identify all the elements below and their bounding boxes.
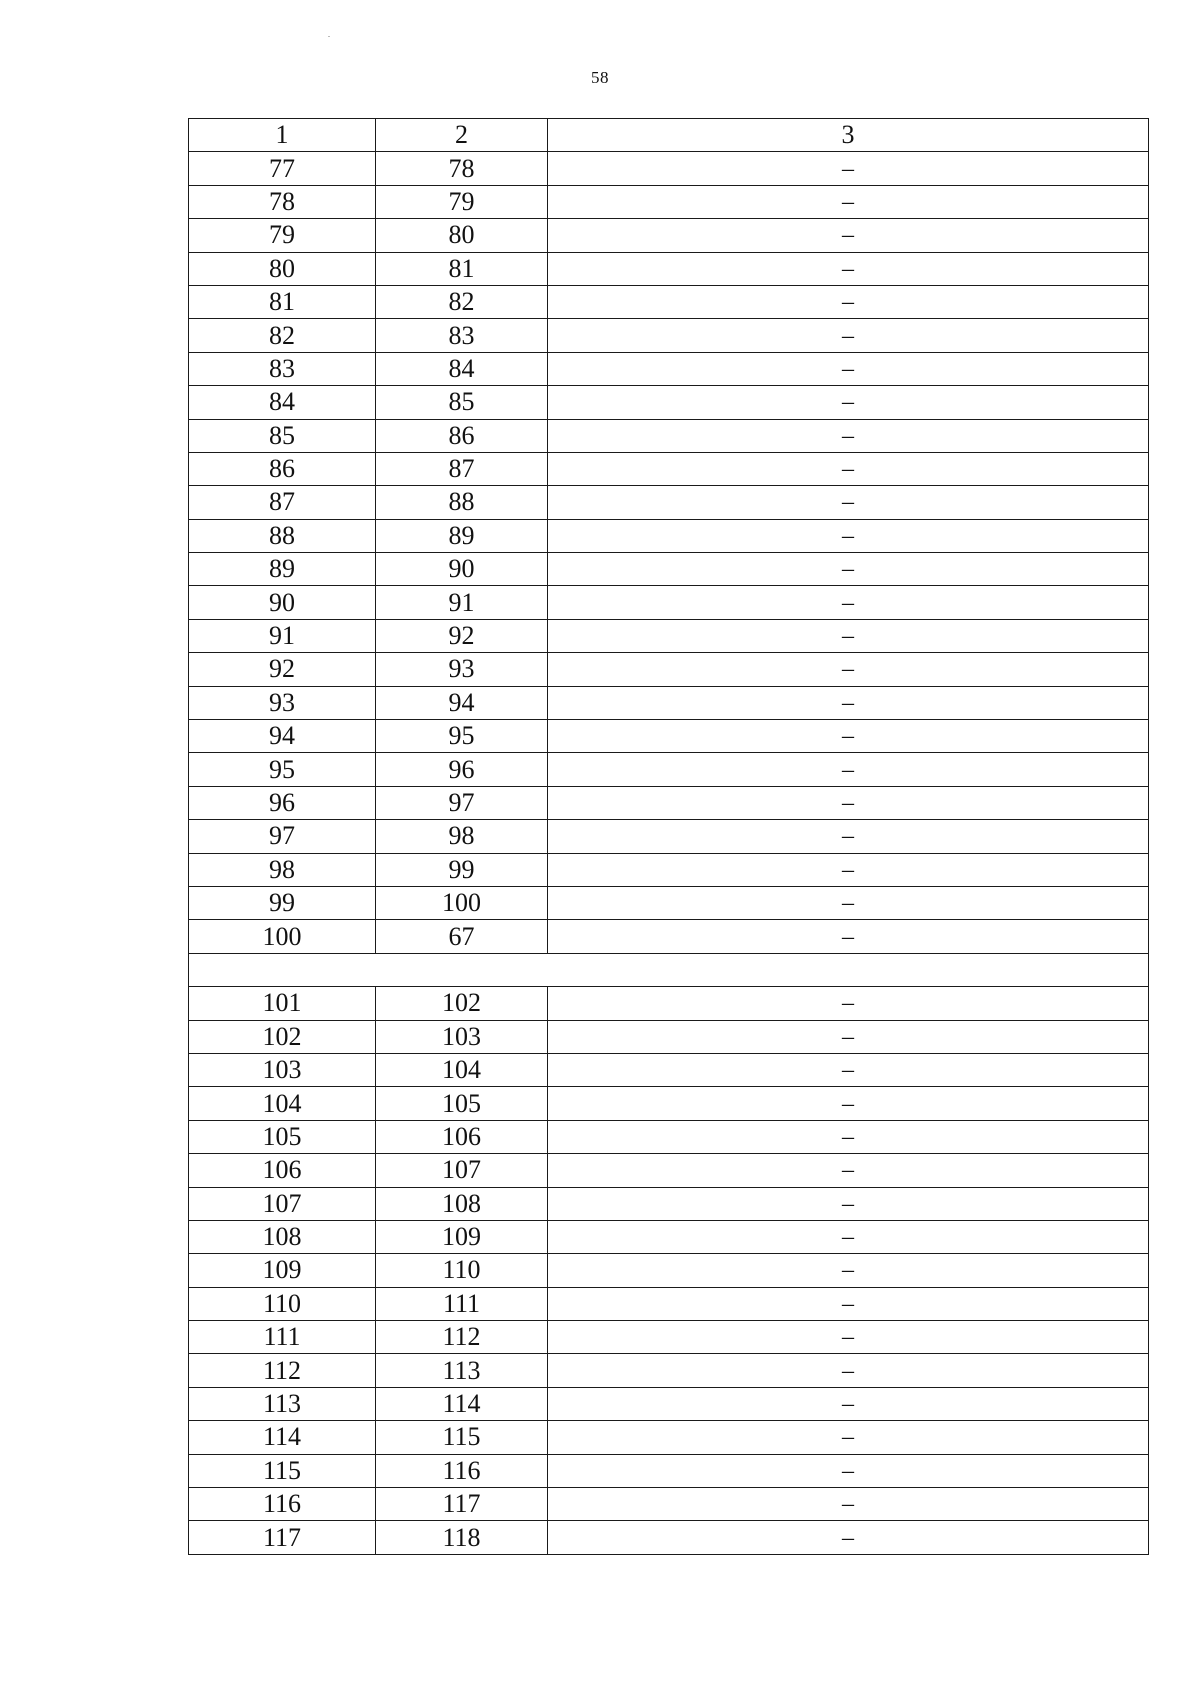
table-cell-col-2: 95	[376, 720, 548, 753]
table-row	[189, 1154, 1149, 1187]
table-cell-dash: –	[548, 987, 1149, 1020]
table-cell-col-2: 84	[376, 352, 548, 385]
table-row	[189, 586, 1149, 619]
table-cell-col-2: 78	[376, 152, 548, 185]
table-cell-dash: –	[548, 1020, 1149, 1053]
page-number: 58	[591, 68, 609, 87]
table-row	[189, 1087, 1149, 1120]
table-cell-dash: –	[548, 386, 1149, 419]
table-row	[189, 1120, 1149, 1153]
table-cell-col-2: 86	[376, 419, 548, 452]
table-row	[189, 653, 1149, 686]
table-cell-col-1: 96	[189, 786, 376, 819]
table-row	[189, 1521, 1149, 1554]
table-cell-col-2: 113	[376, 1354, 548, 1387]
table-row	[189, 553, 1149, 586]
table-cell-col-2: 118	[376, 1521, 548, 1554]
table-row	[189, 1053, 1149, 1086]
table-cell-col-2: 103	[376, 1020, 548, 1053]
table-cell-col-2: 107	[376, 1154, 548, 1187]
table-cell-col-2: 92	[376, 619, 548, 652]
table-cell-col-1: 105	[189, 1120, 376, 1153]
table-cell-col-2: 102	[376, 987, 548, 1020]
table-cell-dash: –	[548, 586, 1149, 619]
table-row	[189, 920, 1149, 953]
table-row	[189, 1220, 1149, 1253]
table-cell-col-1: 117	[189, 1521, 376, 1554]
table-row	[189, 619, 1149, 652]
table-row	[189, 452, 1149, 485]
table-cell-col-2: 85	[376, 386, 548, 419]
table-row	[189, 686, 1149, 719]
table-cell-dash: –	[548, 219, 1149, 252]
table-cell-col-2: 111	[376, 1287, 548, 1320]
table-cell-col-1: 100	[189, 920, 376, 953]
table-row	[189, 786, 1149, 819]
table-cell-dash: –	[548, 920, 1149, 953]
table-cell-col-1: 95	[189, 753, 376, 786]
table-cell-col-1: 90	[189, 586, 376, 619]
header-cell-1: 1	[189, 119, 376, 152]
table-row	[189, 386, 1149, 419]
table-cell-col-1: 102	[189, 1020, 376, 1053]
table-cell-dash: –	[548, 352, 1149, 385]
table-cell-dash: –	[548, 419, 1149, 452]
table-cell-dash: –	[548, 519, 1149, 552]
table-cell-col-1: 80	[189, 252, 376, 285]
table-cell-col-1: 82	[189, 319, 376, 352]
table-cell-dash: –	[548, 1321, 1149, 1354]
table-cell-dash: –	[548, 1287, 1149, 1320]
table-cell-col-2: 98	[376, 820, 548, 853]
table-cell-dash: –	[548, 720, 1149, 753]
table-cell-dash: –	[548, 1220, 1149, 1253]
table-cell-col-2: 93	[376, 653, 548, 686]
table-cell-col-1: 77	[189, 152, 376, 185]
table-cell-dash: –	[548, 653, 1149, 686]
table-cell-dash: –	[548, 686, 1149, 719]
table-cell-col-1: 114	[189, 1421, 376, 1454]
table-row	[189, 352, 1149, 385]
table-cell-dash: –	[548, 753, 1149, 786]
table-cell-col-1: 115	[189, 1454, 376, 1487]
table-cell-col-1: 93	[189, 686, 376, 719]
table-cell-col-1: 101	[189, 987, 376, 1020]
table-row	[189, 1321, 1149, 1354]
table-cell-col-2: 90	[376, 553, 548, 586]
table-cell-col-2: 87	[376, 452, 548, 485]
table-cell-col-2: 83	[376, 319, 548, 352]
table-cell-dash: –	[548, 285, 1149, 318]
table-cell-col-1: 112	[189, 1354, 376, 1387]
table-cell-col-1: 87	[189, 486, 376, 519]
table-row	[189, 1354, 1149, 1387]
table-cell-col-2: 115	[376, 1421, 548, 1454]
table-cell-col-1: 91	[189, 619, 376, 652]
table-cell-dash: –	[548, 185, 1149, 218]
table-row	[189, 486, 1149, 519]
table-cell-dash: –	[548, 886, 1149, 919]
table-cell-col-2: 110	[376, 1254, 548, 1287]
header-row	[189, 119, 1149, 152]
table-cell-dash: –	[548, 1488, 1149, 1521]
table-cell-col-2: 96	[376, 753, 548, 786]
table-row	[189, 753, 1149, 786]
table-row	[189, 1020, 1149, 1053]
table-cell-col-1: 85	[189, 419, 376, 452]
table-row	[189, 185, 1149, 218]
table-cell-dash: –	[548, 252, 1149, 285]
section-break-cell	[189, 953, 1149, 986]
table-row	[189, 419, 1149, 452]
table-cell-col-2: 116	[376, 1454, 548, 1487]
table-cell-dash: –	[548, 1387, 1149, 1420]
table-cell-col-1: 116	[189, 1488, 376, 1521]
table-row	[189, 252, 1149, 285]
table-cell-dash: –	[548, 152, 1149, 185]
table-cell-dash: –	[548, 1053, 1149, 1086]
table-cell-col-1: 94	[189, 720, 376, 753]
table-cell-dash: –	[548, 1254, 1149, 1287]
table-cell-col-1: 97	[189, 820, 376, 853]
table-cell-col-2: 104	[376, 1053, 548, 1086]
table-cell-col-2: 67	[376, 920, 548, 953]
table-cell-dash: –	[548, 1087, 1149, 1120]
table-cell-col-1: 110	[189, 1287, 376, 1320]
table-cell-dash: –	[548, 319, 1149, 352]
table-row	[189, 853, 1149, 886]
table-cell-col-2: 80	[376, 219, 548, 252]
table-cell-col-1: 84	[189, 386, 376, 419]
table-cell-col-1: 81	[189, 285, 376, 318]
table-row	[189, 1187, 1149, 1220]
table-cell-dash: –	[548, 1454, 1149, 1487]
table-cell-col-1: 109	[189, 1254, 376, 1287]
table-cell-col-1: 106	[189, 1154, 376, 1187]
data-table	[188, 118, 1149, 1555]
table-cell-dash: –	[548, 1187, 1149, 1220]
table-cell-col-1: 98	[189, 853, 376, 886]
table-cell-dash: –	[548, 1120, 1149, 1153]
table-row	[189, 519, 1149, 552]
table-cell-col-2: 117	[376, 1488, 548, 1521]
table-cell-col-2: 91	[376, 586, 548, 619]
table-cell-col-1: 107	[189, 1187, 376, 1220]
table-cell-col-2: 94	[376, 686, 548, 719]
table-body	[189, 119, 1149, 1555]
table-row	[189, 720, 1149, 753]
table-cell-col-1: 92	[189, 653, 376, 686]
table-cell-dash: –	[548, 786, 1149, 819]
table-cell-col-2: 100	[376, 886, 548, 919]
table-cell-col-2: 114	[376, 1387, 548, 1420]
table-cell-col-1: 113	[189, 1387, 376, 1420]
table-cell-col-1: 79	[189, 219, 376, 252]
table-cell-dash: –	[548, 1421, 1149, 1454]
table-cell-col-2: 89	[376, 519, 548, 552]
table-cell-col-1: 104	[189, 1087, 376, 1120]
table-cell-col-2: 79	[376, 185, 548, 218]
table-cell-col-1: 78	[189, 185, 376, 218]
table-cell-dash: –	[548, 553, 1149, 586]
header-cell-3: 3	[548, 119, 1149, 152]
table-cell-col-1: 103	[189, 1053, 376, 1086]
table-cell-col-1: 99	[189, 886, 376, 919]
table-cell-dash: –	[548, 486, 1149, 519]
table-cell-dash: –	[548, 853, 1149, 886]
table-cell-col-2: 109	[376, 1220, 548, 1253]
table-cell-col-1: 83	[189, 352, 376, 385]
table-cell-dash: –	[548, 619, 1149, 652]
table-cell-col-1: 86	[189, 452, 376, 485]
scan-speck	[328, 36, 330, 37]
table-cell-col-1: 89	[189, 553, 376, 586]
section-break-row	[189, 953, 1149, 986]
table-row	[189, 820, 1149, 853]
table-cell-col-2: 108	[376, 1187, 548, 1220]
table-row	[189, 152, 1149, 185]
table-row	[189, 1254, 1149, 1287]
table-cell-col-1: 111	[189, 1321, 376, 1354]
table-row	[189, 1421, 1149, 1454]
table-row	[189, 1387, 1149, 1420]
table-cell-dash: –	[548, 1354, 1149, 1387]
table-row	[189, 319, 1149, 352]
table-cell-col-2: 88	[376, 486, 548, 519]
table-row	[189, 219, 1149, 252]
table-cell-col-2: 82	[376, 285, 548, 318]
table-row	[189, 886, 1149, 919]
table-cell-col-1: 108	[189, 1220, 376, 1253]
table-cell-col-2: 97	[376, 786, 548, 819]
table-row	[189, 1454, 1149, 1487]
table-cell-dash: –	[548, 820, 1149, 853]
table-row	[189, 1287, 1149, 1320]
table-cell-dash: –	[548, 1154, 1149, 1187]
table-row	[189, 1488, 1149, 1521]
table-cell-col-2: 105	[376, 1087, 548, 1120]
table-cell-col-2: 99	[376, 853, 548, 886]
table-cell-dash: –	[548, 452, 1149, 485]
table-row	[189, 285, 1149, 318]
table-cell-col-2: 106	[376, 1120, 548, 1153]
table-cell-col-2: 112	[376, 1321, 548, 1354]
table-row	[189, 987, 1149, 1020]
table-cell-col-1: 88	[189, 519, 376, 552]
header-cell-2: 2	[376, 119, 548, 152]
table-cell-dash: –	[548, 1521, 1149, 1554]
table-cell-col-2: 81	[376, 252, 548, 285]
